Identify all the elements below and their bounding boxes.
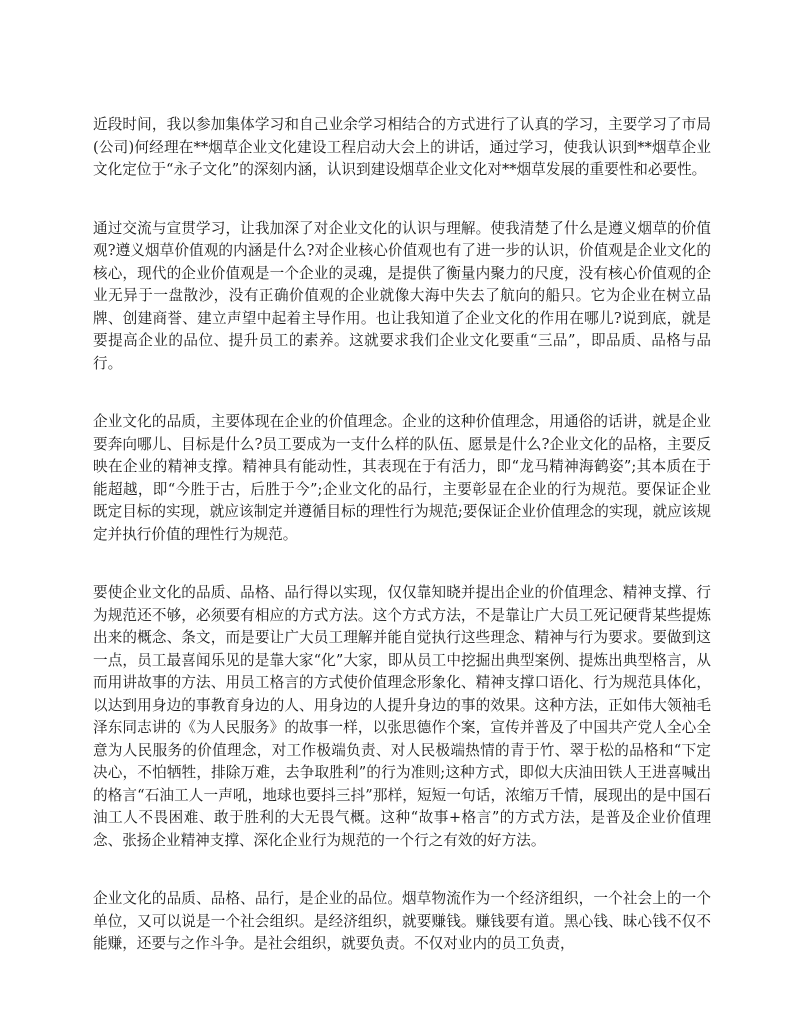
- document-body: [93, 114, 711, 992]
- paragraph-5: 企业文化的品质、品格、品行，是企业的品位。烟草物流作为一个经济组织，一个社会上的一个单位，又可以说是一个社会组织。是经济组织，就要赚钱。赚钱要有道。黑心钱、昧心钱不仅不能赚，还要与之作斗争。是社会组织，就要负责。不仅对业内的员工负责，: [93, 890, 711, 952]
- paragraph-3: 企业文化的品质，主要体现在企业的价值理念。企业的这种价值理念，用通俗的话讲，就是企业要奔向哪儿、目标是什么?员工要成为一支什么样的队伍、愿景是什么?企业文化的品格，主要反映在企业的精神支撑。精神具有能动性，其表现在于有活力，即“龙马精神海鹤姿”;其本质在于能超越，即“今胜于古，后胜于今”;企业文化的品行，主要彰显在企业的行为规范。要保证企业既定目标的实现，就应该制定并遵循目标的理性行为规范;要保证企业价值理念的实现，就应该规定并执行价值的理性行为规范。: [93, 413, 711, 543]
- paragraph-2: 通过交流与宣贯学习，让我加深了对企业文化的认识与理解。使我清楚了什么是遵义烟草的价值观?遵义烟草价值观的内涵是什么?对企业核心价值观也有了进一步的认识，价值观是企业文化的核心，现代的企业价值观是一个企业的灵魂，是提供了衡量内聚力的尺度，没有核心价值观的企业无异于一盘散沙，没有正确价值观的企业就像大海中失去了航向的船只。它为企业在树立品牌、创建商誉、建立声望中起着主导作用。也让我知道了企业文化的作用在哪儿?说到底，就是要提高企业的品位、提升员工的素养。这就要求我们企业文化要重“三品”，即品质、品格与品行。: [93, 219, 711, 372]
- paragraph-1: 近段时间，我以参加集体学习和自己业余学习相结合的方式进行了认真的学习，主要学习了市局(公司)何经理在**烟草企业文化建设工程启动大会上的讲话，通过学习，使我认识到**烟草企业文化定位于“永子文化”的深刻内涵，认识到建设烟草企业文化对**烟草发展的重要性和必要性。: [93, 116, 711, 178]
- paragraph-4: 要使企业文化的品质、品格、品行得以实现，仅仅靠知晓并提出企业的价值理念、精神支撑、行为规范还不够，必须要有相应的方式方法。这个方式方法，不是靠让广大员工死记硬背某些提炼出来的概念、条文，而是要让广大员工理解并能自觉执行这些理念、精神与行为要求。要做到这一点，员工最喜闻乐见的是靠大家“化”大家，即从员工中挖掘出典型案例、提炼出典型格言，从而用讲故事的方法、用员工格言的方式使价值理念形象化、精神支撑口语化、行为规范具体化，以达到用身边的事教育身边的人、用身边的人提升身边的事的效果。这种方法，正如伟大领袖毛泽东同志讲的《为人民服务》的故事一样，以张思德作个案，宣传并普及了中国共产党人全心全意为人民服务的价值理念，对工作极端负责、对人民极端热情的青于竹、翠于松的品格和“下定决心，不怕牺牲，排除万难，去争取胜利”的行为准则;这种方式，即似大庆油田铁人王进喜喊出的格言“石油工人一声吼，地球也要抖三抖”那样，短短一句话，浓缩万千情，展现出的是中国石油工人不畏困难、敢于胜利的大无畏气概。这种“故事+格言”的方式方法，是普及企业价值理念、张扬企业精神支撑、深化企业行为规范的一个行之有效的好方法。: [93, 584, 711, 849]
